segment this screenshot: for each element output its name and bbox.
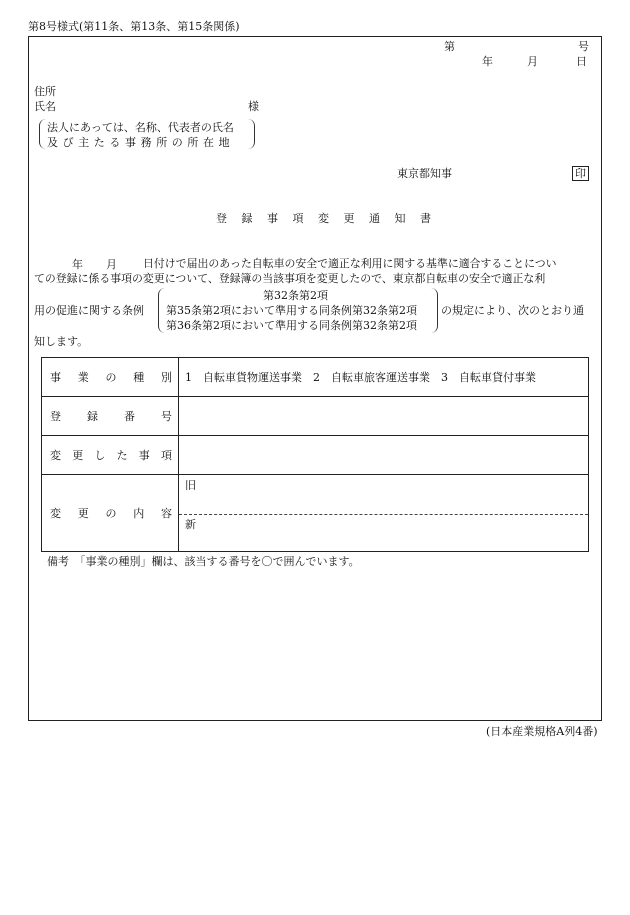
old-new-divider [179, 514, 588, 515]
changed-item-label: 変 更 し た 事 項 [42, 436, 179, 475]
body-year: 年 [72, 258, 83, 271]
table-row [42, 475, 589, 552]
business-type-label: 事 業 の 種 別 [42, 358, 179, 397]
body-line1: 日付けで届出のあった自転車の安全で適正な利用に関する基準に適合することについ [143, 257, 557, 270]
body-line3-post: の規定により、次のとおり通 [441, 304, 584, 317]
doc-number-dai: 第 [444, 40, 455, 53]
body-line3-pre: 用の促進に関する条例 [34, 304, 144, 317]
issuer-name: 東京都知事 [397, 167, 452, 180]
table-row [42, 436, 589, 475]
old-label: 旧 [185, 479, 196, 492]
document-title: 登録事項変更通知書 [216, 212, 446, 225]
article-3: 第36条第2項において準用する同条例第32条第2項 [166, 319, 417, 332]
business-type-value[interactable]: 1 自転車貨物運送事業 2 自転車旅客運送事業 3 自転車貸付事業 [179, 358, 589, 397]
registration-number-value[interactable] [179, 397, 589, 436]
address-label: 住所 [34, 85, 56, 98]
date-year: 年 [482, 55, 493, 68]
registration-change-table [41, 357, 589, 552]
form-number: 第8号様式(第11条、第13条、第15条関係) [28, 20, 240, 33]
date-month: 月 [527, 55, 538, 68]
table-row [42, 358, 589, 397]
doc-number-go: 号 [578, 40, 589, 53]
change-details-label: 変 更 の 内 容 [42, 475, 179, 552]
new-label: 新 [185, 518, 196, 531]
body-line2: ての登録に係る事項の変更について、登録簿の当該事項を変更したので、東京都自転車の安全で適正な利 [34, 272, 546, 285]
corp-note-line2: 及び主たる事務所の所在地 [47, 136, 235, 149]
seal-mark: 印 [572, 166, 589, 181]
name-label: 氏名 [34, 100, 56, 113]
corp-note-line1: 法人にあっては、名称、代表者の氏名 [47, 121, 234, 134]
registration-number-label: 登 録 番 号 [42, 397, 179, 436]
changed-item-value[interactable] [179, 436, 589, 475]
paper-size-note: (日本産業規格A列4番) [486, 725, 598, 738]
table-row [42, 397, 589, 436]
article-1: 第32条第2項 [263, 289, 328, 302]
change-details-value[interactable] [179, 475, 589, 552]
sama-label: 様 [248, 100, 259, 113]
body-line4: 知します。 [34, 335, 89, 348]
body-month: 月 [106, 258, 117, 271]
article-2: 第35条第2項において準用する同条例第32条第2項 [166, 304, 417, 317]
date-day: 日 [576, 55, 587, 68]
remark: 備考 「事業の種別」欄は、該当する番号を〇で囲んでいます。 [47, 555, 360, 568]
